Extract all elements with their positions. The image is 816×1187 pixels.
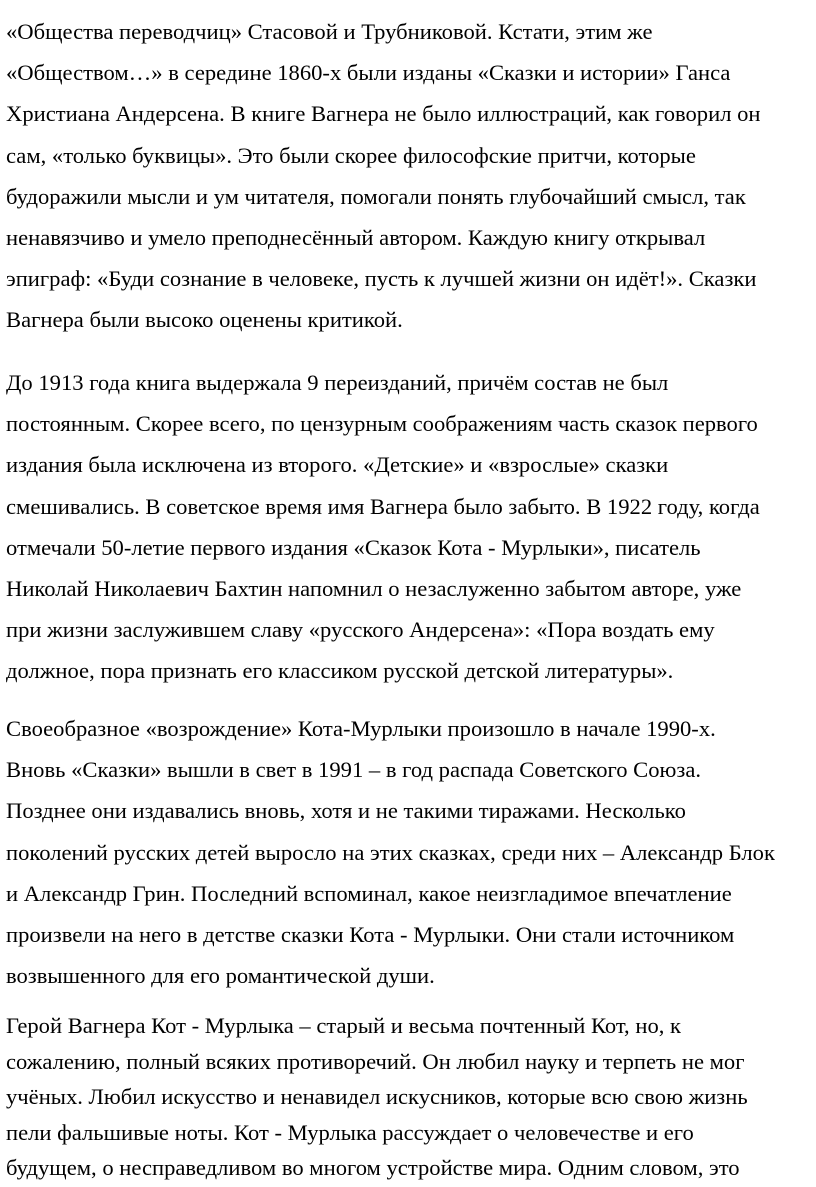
paragraph-2 (6, 362, 812, 692)
text-line: эпиграф: «Буди сознание в человеке, пусть к лучшей жизни он идёт!». Сказки (6, 266, 757, 292)
text-line: возвышенного для его романтической души. (6, 963, 435, 989)
text-line: поколений русских детей выросло на этих сказках, среди них – Александр Блок (6, 839, 775, 865)
paragraph-3 (6, 708, 812, 996)
text-line: Герой Вагнера Кот - Мурлыка – старый и весьма почтенный Кот, но, к (6, 1013, 682, 1038)
text-line: издания была исключена из второго. «Детские» и «взрослые» сказки (6, 452, 669, 478)
text-line: будущем, о несправедливом во многом устройстве мира. Одним словом, это (6, 1155, 740, 1180)
text-line: при жизни заслужившем славу «русского Андерсена»: «Пора воздать ему (6, 617, 715, 643)
text-line: Николай Николаевич Бахтин напомнил о незаслуженно забытом авторе, уже (6, 575, 742, 601)
text-line: Позднее они издавались вновь, хотя и не такими тиражами. Несколько (6, 798, 686, 824)
text-line: и Александр Грин. Последний вспоминал, какое неизгладимое впечатление (6, 880, 732, 906)
text-line: Вновь «Сказки» вышли в свет в 1991 – в год распада Советского Союза. (6, 757, 702, 783)
text-line: Своеобразное «возрождение» Кота-Мурлыки произошло в начале 1990-х. (6, 716, 716, 741)
text-line: пели фальшивые ноты. Кот - Мурлыка рассуждает о человечестве и его (6, 1119, 694, 1145)
text-line: смешивались. В советское время имя Вагнера было забыто. В 1922 году, когда (6, 493, 760, 519)
text-line: «Обществом…» в середине 1860-х были изданы «Сказки и истории» Ганса (6, 60, 731, 86)
text-line: До 1913 года книга выдержала 9 переизданий, причём состав не был (6, 370, 669, 395)
text-line: сам, «только буквицы». Это были скорее философские притчи, которые (6, 142, 696, 168)
text-line: постоянным. Скорее всего, по цензурным соображениям часть сказок первого (6, 411, 758, 437)
text-line: Вагнера были высоко оценены критикой. (6, 307, 403, 333)
text-line: ненавязчиво и умело преподнесённый автором. Каждую книгу открывал (6, 224, 706, 250)
text-line: будоражили мысли и ум читателя, помогали понять глубочайший смысл, так (6, 183, 746, 209)
text-line: учёных. Любил искусство и ненавидел искусников, которые всю свою жизнь (6, 1084, 748, 1109)
text-line: Христиана Андерсена. В книге Вагнера не было иллюстраций, как говорил он (6, 101, 761, 127)
text-line: «Общества переводчиц» Стасовой и Трубниковой. Кстати, этим же (6, 19, 653, 44)
text-line: отмечали 50-летие первого издания «Сказок Кота - Мурлыки», писатель (6, 534, 701, 560)
text-line: должное, пора признать его классиком русской детской литературы». (6, 658, 674, 684)
paragraph-1 (6, 11, 812, 341)
text-line: произвели на него в детстве сказки Кота - Мурлыки. Они стали источником (6, 921, 735, 947)
paragraph-4 (6, 1008, 812, 1186)
text-line: сожалению, полный всяких противоречий. Он любил науку и терпеть не мог (6, 1048, 745, 1074)
